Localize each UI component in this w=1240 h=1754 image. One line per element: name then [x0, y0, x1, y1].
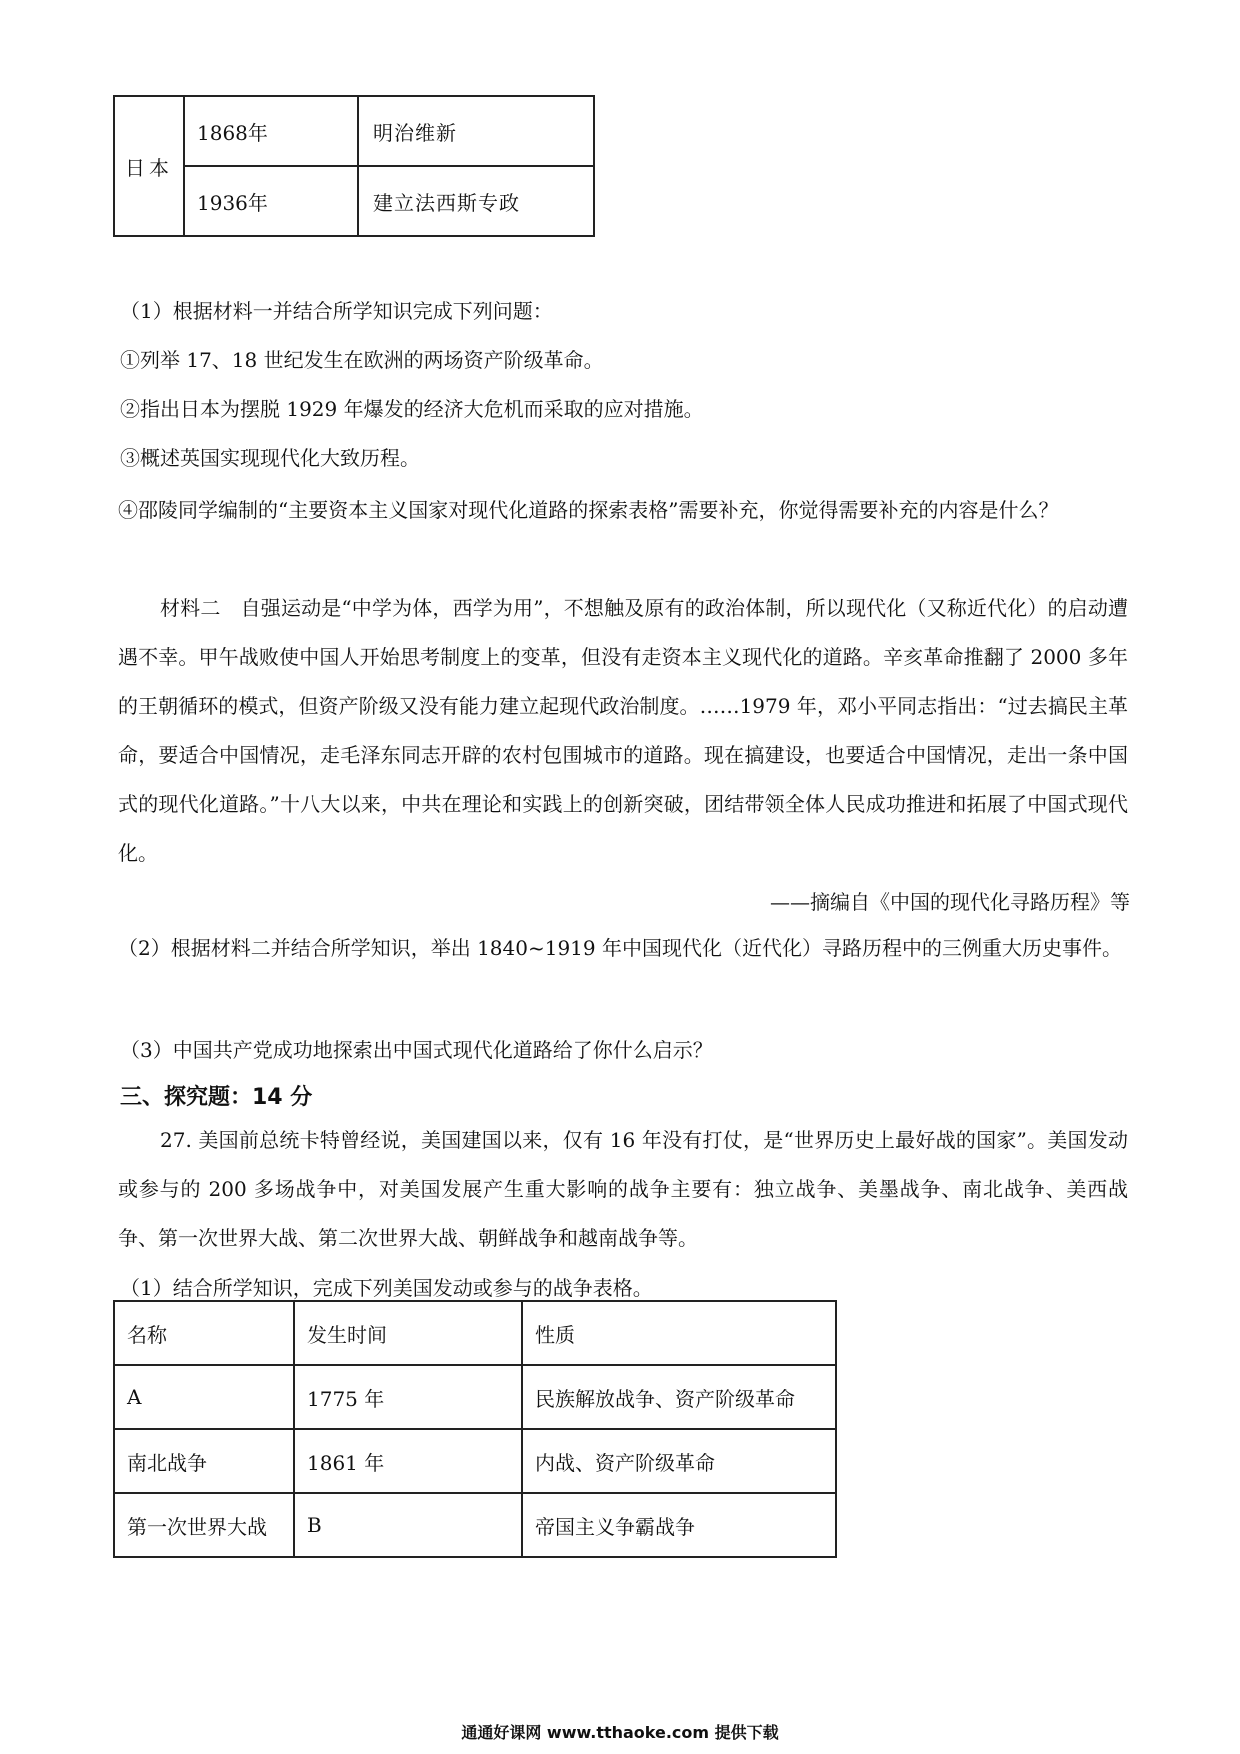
material-2-source: ——摘编自《中国的现代化寻路历程》等 — [770, 890, 1130, 914]
table-cell: 第一次世界大战 — [114, 1493, 294, 1557]
year-cell: 1936年 — [184, 166, 358, 236]
table-row — [114, 96, 594, 166]
japan-table — [113, 95, 595, 237]
question-1-item: ③概述英国实现现代化大致历程。 — [120, 446, 420, 470]
question-2: （2）根据材料二并结合所学知识，举出 1840~1919 年中国现代化（近代化）寻路历程中的三例重大历史事件。 — [118, 936, 1122, 960]
year-cell: 1868年 — [184, 96, 358, 166]
header-cell: 发生时间 — [294, 1301, 522, 1365]
table-cell: 1775 年 — [294, 1365, 522, 1429]
material-2-text: 材料二 自强运动是“中学为体，西学为用”，不想触及原有的政治体制，所以现代化（又称近代化）的启动遭遇不幸。甲午战败使中国人开始思考制度上的变革，但没有走资本主义现代化的道路。辛亥革命推翻了 2000 多年的王朝循环的模式，但资产阶级又没有能力建立起现代政治制度。……1979 年，邓小平同志指出：“过去搞民主革命，要适合中国情况，走毛泽东同志开辟的农村包围城市的道路。现在搞建设，也要适合中国情况，走出一条中国式的现代化道路。”十八大以来，中共在理论和实践上的创新突破，团结带领全体人民成功推进和拓展了中国式现代化。 — [118, 596, 1128, 865]
table-cell: 民族解放战争、资产阶级革命 — [522, 1365, 836, 1429]
header-cell: 性质 — [522, 1301, 836, 1365]
table-cell: A — [114, 1365, 294, 1429]
country-cell: 日本 — [114, 96, 184, 236]
table-row — [114, 1493, 836, 1557]
question-3: （3）中国共产党成功地探索出中国式现代化道路给了你什么启示？ — [120, 1038, 713, 1062]
question-27-sub-1: （1）结合所学知识，完成下列美国发动或参与的战争表格。 — [120, 1276, 653, 1300]
table-cell: 帝国主义争霸战争 — [522, 1493, 836, 1557]
question-1-item: ①列举 17、18 世纪发生在欧洲的两场资产阶级革命。 — [120, 348, 604, 372]
table-cell: 南北战争 — [114, 1429, 294, 1493]
event-cell: 明治维新 — [358, 96, 594, 166]
war-table — [113, 1300, 837, 1558]
question-1-item: ②指出日本为摆脱 1929 年爆发的经济大危机而采取的应对措施。 — [120, 397, 704, 421]
table-row — [114, 1429, 836, 1493]
question-27-text: 27. 美国前总统卡特曾经说，美国建国以来，仅有 16 年没有打仗，是“世界历史上最好战的国家”。美国发动或参与的 200 多场战争中，对美国发展产生重大影响的战争主要有：独立战争、美墨战争、南北战争、美西战争、第一次世界大战、第二次世界大战、朝鲜战争和越南战争等。 — [118, 1128, 1128, 1250]
question-1-item-4: ④邵陵同学编制的“主要资本主义国家对现代化道路的探索表格”需要补充，你觉得需要补充的内容是什么？ — [118, 498, 1059, 522]
question-1-intro: （1）根据材料一并结合所学知识完成下列问题： — [120, 299, 553, 323]
table-row — [114, 166, 594, 236]
table-header-row — [114, 1301, 836, 1365]
section-heading: 三、探究题：14 分 — [120, 1085, 313, 1110]
table-cell: 1861 年 — [294, 1429, 522, 1493]
table-row — [114, 1365, 836, 1429]
header-cell: 名称 — [114, 1301, 294, 1365]
table-cell: B — [294, 1493, 522, 1557]
footer-watermark: 通通好课网 www.tthaoke.com 提供下载 — [461, 1723, 779, 1742]
event-cell: 建立法西斯专政 — [358, 166, 594, 236]
table-cell: 内战、资产阶级革命 — [522, 1429, 836, 1493]
